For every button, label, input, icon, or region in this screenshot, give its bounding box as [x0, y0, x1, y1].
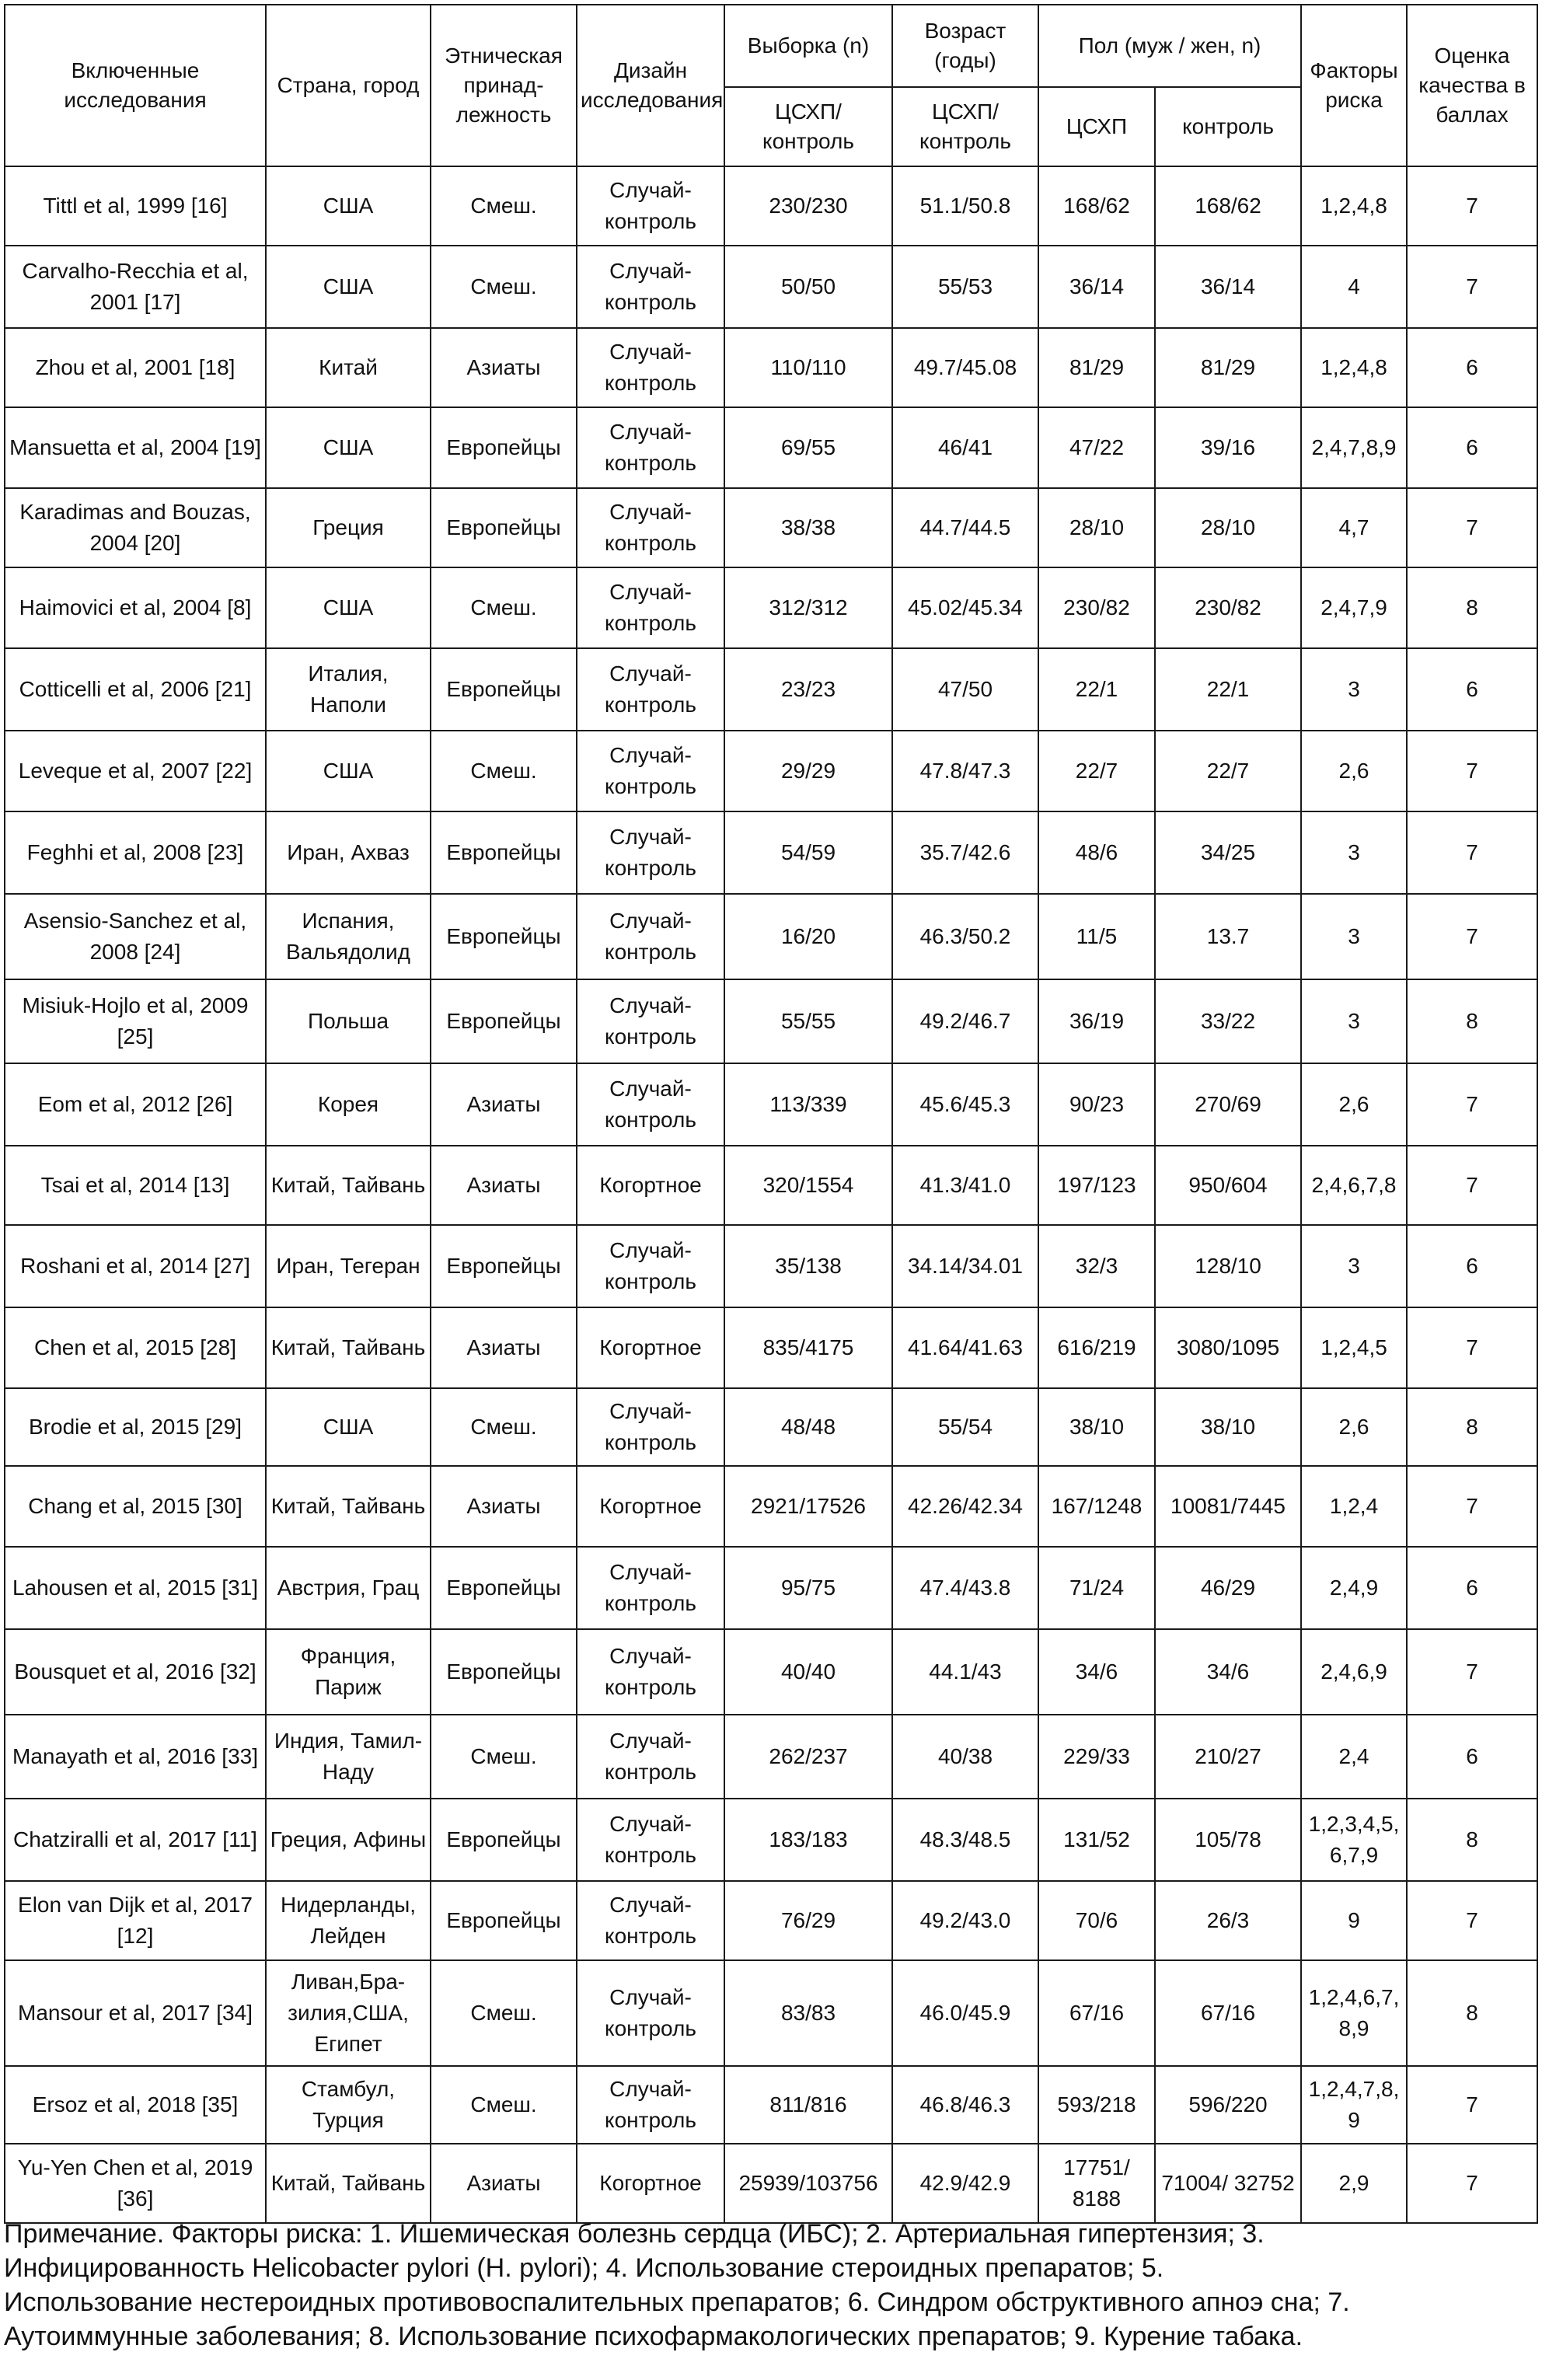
cell-study: Carvalho-Recchia et al, 2001 [17] — [5, 246, 266, 328]
cell-sample: 40/40 — [724, 1629, 892, 1715]
cell-design: Случай-контроль — [577, 1799, 724, 1881]
cell-sample: 83/83 — [724, 1960, 892, 2066]
cell-design: Случай-контроль — [577, 979, 724, 1063]
cell-risk: 2,9 — [1301, 2144, 1407, 2223]
table-row — [5, 1225, 1537, 1307]
cell-sex-cscr: 229/33 — [1038, 1715, 1155, 1799]
cell-age: 40/38 — [892, 1715, 1038, 1799]
cell-ethnicity: Смеш. — [431, 567, 577, 648]
cell-sex-cscr: 22/7 — [1038, 731, 1155, 811]
cell-country: Иран, Тегеран — [266, 1225, 431, 1307]
cell-sex-cscr: 67/16 — [1038, 1960, 1155, 2066]
cell-quality: 6 — [1407, 328, 1537, 407]
cell-country: Китай, Тайвань — [266, 1466, 431, 1547]
cell-sample: 811/816 — [724, 2066, 892, 2144]
header-age-sub: ЦСХП/ контроль — [892, 87, 1038, 166]
cell-risk: 1,2,4 — [1301, 1466, 1407, 1547]
cell-design: Случай-контроль — [577, 567, 724, 648]
cell-country: Ливан,Бра-зилия,США, Египет — [266, 1960, 431, 2066]
cell-design: Случай-контроль — [577, 811, 724, 894]
cell-ethnicity: Азиаты — [431, 1063, 577, 1146]
cell-sex-control: 168/62 — [1155, 166, 1301, 246]
cell-ethnicity: Европейцы — [431, 894, 577, 979]
cell-ethnicity: Европейцы — [431, 1547, 577, 1629]
cell-design: Случай-контроль — [577, 1629, 724, 1715]
cell-sex-cscr: 28/10 — [1038, 488, 1155, 567]
cell-risk: 1,2,4,8 — [1301, 328, 1407, 407]
cell-study: Ersoz et al, 2018 [35] — [5, 2066, 266, 2144]
table-row — [5, 1960, 1537, 2066]
cell-ethnicity: Европейцы — [431, 811, 577, 894]
cell-study: Roshani et al, 2014 [27] — [5, 1225, 266, 1307]
cell-study: Eom et al, 2012 [26] — [5, 1063, 266, 1146]
cell-study: Bousquet et al, 2016 [32] — [5, 1629, 266, 1715]
cell-design: Случай-контроль — [577, 1881, 724, 1960]
cell-age: 46.0/45.9 — [892, 1960, 1038, 2066]
cell-ethnicity: Европейцы — [431, 1799, 577, 1881]
footnote-line: Примечание. Факторы риска: 1. Ишемическая болезнь сердца (ИБС); 2. Артериальная гипертензия; 3. — [4, 2219, 1265, 2249]
cell-sex-control: 26/3 — [1155, 1881, 1301, 1960]
cell-quality: 8 — [1407, 1388, 1537, 1466]
cell-ethnicity: Смеш. — [431, 1715, 577, 1799]
cell-quality: 7 — [1407, 246, 1537, 328]
header-design: Дизайн исследования — [577, 5, 724, 166]
cell-sample: 25939/103756 — [724, 2144, 892, 2223]
cell-sex-cscr: 48/6 — [1038, 811, 1155, 894]
cell-sample: 23/23 — [724, 648, 892, 731]
footnote — [4, 2217, 1535, 2354]
cell-sex-control: 33/22 — [1155, 979, 1301, 1063]
cell-risk: 3 — [1301, 894, 1407, 979]
cell-country: США — [266, 166, 431, 246]
cell-ethnicity: Азиаты — [431, 328, 577, 407]
cell-sex-cscr: 197/123 — [1038, 1146, 1155, 1225]
cell-sex-cscr: 17751/ 8188 — [1038, 2144, 1155, 2223]
cell-ethnicity: Смеш. — [431, 1960, 577, 2066]
cell-age: 47.8/47.3 — [892, 731, 1038, 811]
studies-table — [4, 4, 1538, 2224]
table-row — [5, 166, 1537, 246]
cell-quality: 7 — [1407, 1629, 1537, 1715]
cell-sex-control: 34/6 — [1155, 1629, 1301, 1715]
cell-sample: 113/339 — [724, 1063, 892, 1146]
cell-study: Asensio-Sanchez et al, 2008 [24] — [5, 894, 266, 979]
cell-sex-control: 39/16 — [1155, 407, 1301, 488]
cell-sample: 69/55 — [724, 407, 892, 488]
cell-sample: 183/183 — [724, 1799, 892, 1881]
table-row — [5, 1629, 1537, 1715]
footnote-line: Инфицированность Helicobacter pylori (H. pylori); 4. Использование стероидных препаратов; 5. — [4, 2253, 1164, 2283]
cell-risk: 1,2,4,5 — [1301, 1307, 1407, 1388]
cell-quality: 7 — [1407, 811, 1537, 894]
cell-risk: 2,4,7,9 — [1301, 567, 1407, 648]
cell-risk: 2,6 — [1301, 731, 1407, 811]
cell-study: Mansuetta et al, 2004 [19] — [5, 407, 266, 488]
cell-design: Случай-контроль — [577, 894, 724, 979]
table-row — [5, 1388, 1537, 1466]
cell-sample: 76/29 — [724, 1881, 892, 1960]
cell-study: Leveque et al, 2007 [22] — [5, 731, 266, 811]
cell-quality: 6 — [1407, 407, 1537, 488]
cell-ethnicity: Смеш. — [431, 731, 577, 811]
cell-age: 44.1/43 — [892, 1629, 1038, 1715]
cell-age: 47.4/43.8 — [892, 1547, 1038, 1629]
header-row-1 — [5, 5, 1537, 87]
cell-age: 49.2/43.0 — [892, 1881, 1038, 1960]
header-studies: Включенные исследования — [5, 5, 266, 166]
cell-sex-control: 13.7 — [1155, 894, 1301, 979]
cell-sex-cscr: 22/1 — [1038, 648, 1155, 731]
table-row — [5, 979, 1537, 1063]
cell-ethnicity: Азиаты — [431, 1466, 577, 1547]
footnote-line: Использование нестероидных противовоспалительных препаратов; 6. Синдром обструктивного апноэ сна; 7. — [4, 2288, 1350, 2317]
cell-sample: 320/1554 — [724, 1146, 892, 1225]
cell-sample: 2921/17526 — [724, 1466, 892, 1547]
cell-ethnicity: Азиаты — [431, 1146, 577, 1225]
cell-sample: 262/237 — [724, 1715, 892, 1799]
cell-age: 41.3/41.0 — [892, 1146, 1038, 1225]
cell-country: США — [266, 407, 431, 488]
cell-country: Испания, Вальядолид — [266, 894, 431, 979]
cell-age: 46.3/50.2 — [892, 894, 1038, 979]
cell-quality: 7 — [1407, 166, 1537, 246]
cell-sex-cscr: 38/10 — [1038, 1388, 1155, 1466]
cell-design: Случай-контроль — [577, 731, 724, 811]
cell-age: 42.26/42.34 — [892, 1466, 1038, 1547]
table-row — [5, 1799, 1537, 1881]
cell-study: Karadimas and Bouzas, 2004 [20] — [5, 488, 266, 567]
cell-ethnicity: Смеш. — [431, 1388, 577, 1466]
cell-risk: 2,4,6,7,8 — [1301, 1146, 1407, 1225]
header-age: Возраст (годы) — [892, 5, 1038, 87]
cell-design: Случай-контроль — [577, 1388, 724, 1466]
table-row — [5, 246, 1537, 328]
cell-design: Случай-контроль — [577, 166, 724, 246]
table-row — [5, 731, 1537, 811]
cell-quality: 7 — [1407, 2144, 1537, 2223]
cell-age: 46/41 — [892, 407, 1038, 488]
cell-design: Случай-контроль — [577, 1960, 724, 2066]
cell-design: Когортное — [577, 1466, 724, 1547]
header-quality: Оценка качества в баллах — [1407, 5, 1537, 166]
cell-sex-control: 67/16 — [1155, 1960, 1301, 2066]
cell-age: 45.6/45.3 — [892, 1063, 1038, 1146]
cell-quality: 7 — [1407, 1063, 1537, 1146]
cell-study: Lahousen et al, 2015 [31] — [5, 1547, 266, 1629]
cell-design: Когортное — [577, 2144, 724, 2223]
cell-sex-cscr: 230/82 — [1038, 567, 1155, 648]
cell-sex-control: 210/27 — [1155, 1715, 1301, 1799]
cell-age: 41.64/41.63 — [892, 1307, 1038, 1388]
cell-age: 55/53 — [892, 246, 1038, 328]
table-row — [5, 1715, 1537, 1799]
cell-study: Haimovici et al, 2004 [8] — [5, 567, 266, 648]
cell-ethnicity: Европейцы — [431, 648, 577, 731]
cell-sex-control: 46/29 — [1155, 1547, 1301, 1629]
cell-quality: 8 — [1407, 1960, 1537, 2066]
header-sample: Выборка (n) — [724, 5, 892, 87]
cell-country: Китай, Тайвань — [266, 2144, 431, 2223]
cell-sample: 835/4175 — [724, 1307, 892, 1388]
cell-sex-control: 22/7 — [1155, 731, 1301, 811]
cell-sex-cscr: 70/6 — [1038, 1881, 1155, 1960]
cell-sex-cscr: 616/219 — [1038, 1307, 1155, 1388]
cell-risk: 9 — [1301, 1881, 1407, 1960]
cell-country: Индия, Тамил-Наду — [266, 1715, 431, 1799]
cell-design: Когортное — [577, 1307, 724, 1388]
cell-sex-control: 34/25 — [1155, 811, 1301, 894]
cell-design: Когортное — [577, 1146, 724, 1225]
cell-country: Польша — [266, 979, 431, 1063]
cell-country: Греция — [266, 488, 431, 567]
header-risk: Факторы риска — [1301, 5, 1407, 166]
cell-ethnicity: Смеш. — [431, 2066, 577, 2144]
cell-risk: 1,2,3,4,5, 6,7,9 — [1301, 1799, 1407, 1881]
cell-sex-control: 270/69 — [1155, 1063, 1301, 1146]
cell-risk: 2,4,6,9 — [1301, 1629, 1407, 1715]
cell-country: США — [266, 567, 431, 648]
cell-country: Греция, Афины — [266, 1799, 431, 1881]
cell-age: 44.7/44.5 — [892, 488, 1038, 567]
cell-age: 55/54 — [892, 1388, 1038, 1466]
cell-ethnicity: Азиаты — [431, 1307, 577, 1388]
cell-quality: 7 — [1407, 731, 1537, 811]
cell-quality: 6 — [1407, 648, 1537, 731]
cell-sex-control: 81/29 — [1155, 328, 1301, 407]
cell-sex-control: 3080/1095 — [1155, 1307, 1301, 1388]
cell-age: 49.2/46.7 — [892, 979, 1038, 1063]
cell-sex-control: 950/604 — [1155, 1146, 1301, 1225]
cell-design: Случай-контроль — [577, 1225, 724, 1307]
cell-quality: 7 — [1407, 1146, 1537, 1225]
cell-ethnicity: Европейцы — [431, 1225, 577, 1307]
cell-design: Случай-контроль — [577, 1063, 724, 1146]
cell-age: 42.9/42.9 — [892, 2144, 1038, 2223]
cell-age: 51.1/50.8 — [892, 166, 1038, 246]
header-ethnicity: Этническая принад-лежность — [431, 5, 577, 166]
footnote-line: Аутоиммунные заболевания; 8. Использование психофармакологических препаратов; 9. Курение табака. — [4, 2322, 1303, 2351]
cell-risk: 3 — [1301, 1225, 1407, 1307]
cell-risk: 4 — [1301, 246, 1407, 328]
cell-age: 49.7/45.08 — [892, 328, 1038, 407]
cell-country: Нидерланды, Лейден — [266, 1881, 431, 1960]
cell-risk: 3 — [1301, 979, 1407, 1063]
cell-study: Tittl et al, 1999 [16] — [5, 166, 266, 246]
cell-country: Китай — [266, 328, 431, 407]
cell-country: США — [266, 246, 431, 328]
cell-sex-control: 10081/7445 — [1155, 1466, 1301, 1547]
cell-sample: 48/48 — [724, 1388, 892, 1466]
table-row — [5, 1881, 1537, 1960]
cell-design: Случай-контроль — [577, 648, 724, 731]
cell-sex-cscr: 168/62 — [1038, 166, 1155, 246]
cell-study: Zhou et al, 2001 [18] — [5, 328, 266, 407]
cell-risk: 3 — [1301, 811, 1407, 894]
cell-sex-cscr: 34/6 — [1038, 1629, 1155, 1715]
cell-quality: 7 — [1407, 894, 1537, 979]
cell-risk: 2,4,7,8,9 — [1301, 407, 1407, 488]
cell-sample: 95/75 — [724, 1547, 892, 1629]
cell-sample: 35/138 — [724, 1225, 892, 1307]
cell-quality: 8 — [1407, 567, 1537, 648]
cell-quality: 7 — [1407, 1881, 1537, 1960]
cell-country: Китай, Тайвань — [266, 1146, 431, 1225]
cell-design: Случай-контроль — [577, 328, 724, 407]
cell-study: Manayath et al, 2016 [33] — [5, 1715, 266, 1799]
cell-sex-cscr: 71/24 — [1038, 1547, 1155, 1629]
cell-sample: 38/38 — [724, 488, 892, 567]
header-country: Страна, город — [266, 5, 431, 166]
cell-ethnicity: Европейцы — [431, 1629, 577, 1715]
cell-country: Китай, Тайвань — [266, 1307, 431, 1388]
cell-design: Случай-контроль — [577, 1547, 724, 1629]
cell-study: Chang et al, 2015 [30] — [5, 1466, 266, 1547]
cell-sex-cscr: 593/218 — [1038, 2066, 1155, 2144]
cell-age: 47/50 — [892, 648, 1038, 731]
cell-risk: 2,6 — [1301, 1388, 1407, 1466]
cell-design: Случай-контроль — [577, 488, 724, 567]
table-row — [5, 2066, 1537, 2144]
cell-age: 34.14/34.01 — [892, 1225, 1038, 1307]
cell-study: Chatziralli et al, 2017 [11] — [5, 1799, 266, 1881]
cell-age: 45.02/45.34 — [892, 567, 1038, 648]
cell-country: США — [266, 1388, 431, 1466]
cell-design: Случай-контроль — [577, 1715, 724, 1799]
table-row — [5, 811, 1537, 894]
cell-study: Misiuk-Hojlo et al, 2009 [25] — [5, 979, 266, 1063]
header-sex-cscr: ЦСХП — [1038, 87, 1155, 166]
cell-sex-control: 230/82 — [1155, 567, 1301, 648]
table-row — [5, 328, 1537, 407]
cell-quality: 7 — [1407, 2066, 1537, 2144]
cell-quality: 7 — [1407, 488, 1537, 567]
cell-study: Elon van Dijk et al, 2017 [12] — [5, 1881, 266, 1960]
cell-ethnicity: Смеш. — [431, 246, 577, 328]
cell-ethnicity: Азиаты — [431, 2144, 577, 2223]
cell-design: Случай-контроль — [577, 407, 724, 488]
cell-quality: 6 — [1407, 1547, 1537, 1629]
cell-sample: 55/55 — [724, 979, 892, 1063]
cell-ethnicity: Европейцы — [431, 407, 577, 488]
cell-sex-cscr: 167/1248 — [1038, 1466, 1155, 1547]
cell-country: Италия, Наполи — [266, 648, 431, 731]
cell-sample: 230/230 — [724, 166, 892, 246]
table-row — [5, 2144, 1537, 2223]
cell-risk: 1,2,4,7,8, 9 — [1301, 2066, 1407, 2144]
table-row — [5, 1547, 1537, 1629]
cell-sex-cscr: 32/3 — [1038, 1225, 1155, 1307]
cell-sex-control: 28/10 — [1155, 488, 1301, 567]
table-row — [5, 1466, 1537, 1547]
cell-study: Feghhi et al, 2008 [23] — [5, 811, 266, 894]
cell-sex-control: 105/78 — [1155, 1799, 1301, 1881]
cell-design: Случай-контроль — [577, 2066, 724, 2144]
table-row — [5, 567, 1537, 648]
cell-sex-control: 22/1 — [1155, 648, 1301, 731]
cell-sex-control: 36/14 — [1155, 246, 1301, 328]
header-sex-control: контроль — [1155, 87, 1301, 166]
cell-sample: 110/110 — [724, 328, 892, 407]
cell-country: Корея — [266, 1063, 431, 1146]
cell-sample: 29/29 — [724, 731, 892, 811]
cell-age: 48.3/48.5 — [892, 1799, 1038, 1881]
cell-sample: 54/59 — [724, 811, 892, 894]
cell-study: Brodie et al, 2015 [29] — [5, 1388, 266, 1466]
cell-quality: 6 — [1407, 1225, 1537, 1307]
cell-country: Франция, Париж — [266, 1629, 431, 1715]
table-row — [5, 1307, 1537, 1388]
cell-country: США — [266, 731, 431, 811]
table-row — [5, 1146, 1537, 1225]
cell-sex-cscr: 90/23 — [1038, 1063, 1155, 1146]
cell-ethnicity: Европейцы — [431, 1881, 577, 1960]
cell-sex-cscr: 11/5 — [1038, 894, 1155, 979]
cell-sample: 312/312 — [724, 567, 892, 648]
cell-quality: 8 — [1407, 979, 1537, 1063]
cell-risk: 2,6 — [1301, 1063, 1407, 1146]
cell-study: Mansour et al, 2017 [34] — [5, 1960, 266, 2066]
table-row — [5, 407, 1537, 488]
cell-ethnicity: Европейцы — [431, 488, 577, 567]
cell-quality: 7 — [1407, 1307, 1537, 1388]
cell-age: 35.7/42.6 — [892, 811, 1038, 894]
cell-ethnicity: Европейцы — [431, 979, 577, 1063]
cell-risk: 2,4,9 — [1301, 1547, 1407, 1629]
cell-ethnicity: Смеш. — [431, 166, 577, 246]
cell-sex-cscr: 36/19 — [1038, 979, 1155, 1063]
cell-risk: 4,7 — [1301, 488, 1407, 567]
cell-sex-cscr: 36/14 — [1038, 246, 1155, 328]
cell-study: Chen et al, 2015 [28] — [5, 1307, 266, 1388]
header-sample-sub: ЦСХП/ контроль — [724, 87, 892, 166]
cell-sex-control: 38/10 — [1155, 1388, 1301, 1466]
cell-country: Иран, Ахваз — [266, 811, 431, 894]
cell-study: Cotticelli et al, 2006 [21] — [5, 648, 266, 731]
cell-sex-cscr: 131/52 — [1038, 1799, 1155, 1881]
cell-design: Случай-контроль — [577, 246, 724, 328]
header-sex: Пол (муж / жен, n) — [1038, 5, 1301, 87]
cell-study: Yu-Yen Chen et al, 2019 [36] — [5, 2144, 266, 2223]
cell-sex-cscr: 47/22 — [1038, 407, 1155, 488]
cell-sample: 16/20 — [724, 894, 892, 979]
table-row — [5, 894, 1537, 979]
cell-sex-control: 596/220 — [1155, 2066, 1301, 2144]
cell-sex-control: 128/10 — [1155, 1225, 1301, 1307]
cell-age: 46.8/46.3 — [892, 2066, 1038, 2144]
cell-quality: 7 — [1407, 1466, 1537, 1547]
cell-country: Стамбул, Турция — [266, 2066, 431, 2144]
cell-sex-control: 71004/ 32752 — [1155, 2144, 1301, 2223]
table-row — [5, 1063, 1537, 1146]
cell-sex-cscr: 81/29 — [1038, 328, 1155, 407]
cell-risk: 1,2,4,8 — [1301, 166, 1407, 246]
table-body — [5, 166, 1537, 2223]
table-row — [5, 488, 1537, 567]
cell-quality: 6 — [1407, 1715, 1537, 1799]
cell-sample: 50/50 — [724, 246, 892, 328]
cell-study: Tsai et al, 2014 [13] — [5, 1146, 266, 1225]
cell-country: Австрия, Грац — [266, 1547, 431, 1629]
cell-risk: 1,2,4,6,7, 8,9 — [1301, 1960, 1407, 2066]
cell-quality: 8 — [1407, 1799, 1537, 1881]
cell-risk: 2,4 — [1301, 1715, 1407, 1799]
table-row — [5, 648, 1537, 731]
cell-risk: 3 — [1301, 648, 1407, 731]
